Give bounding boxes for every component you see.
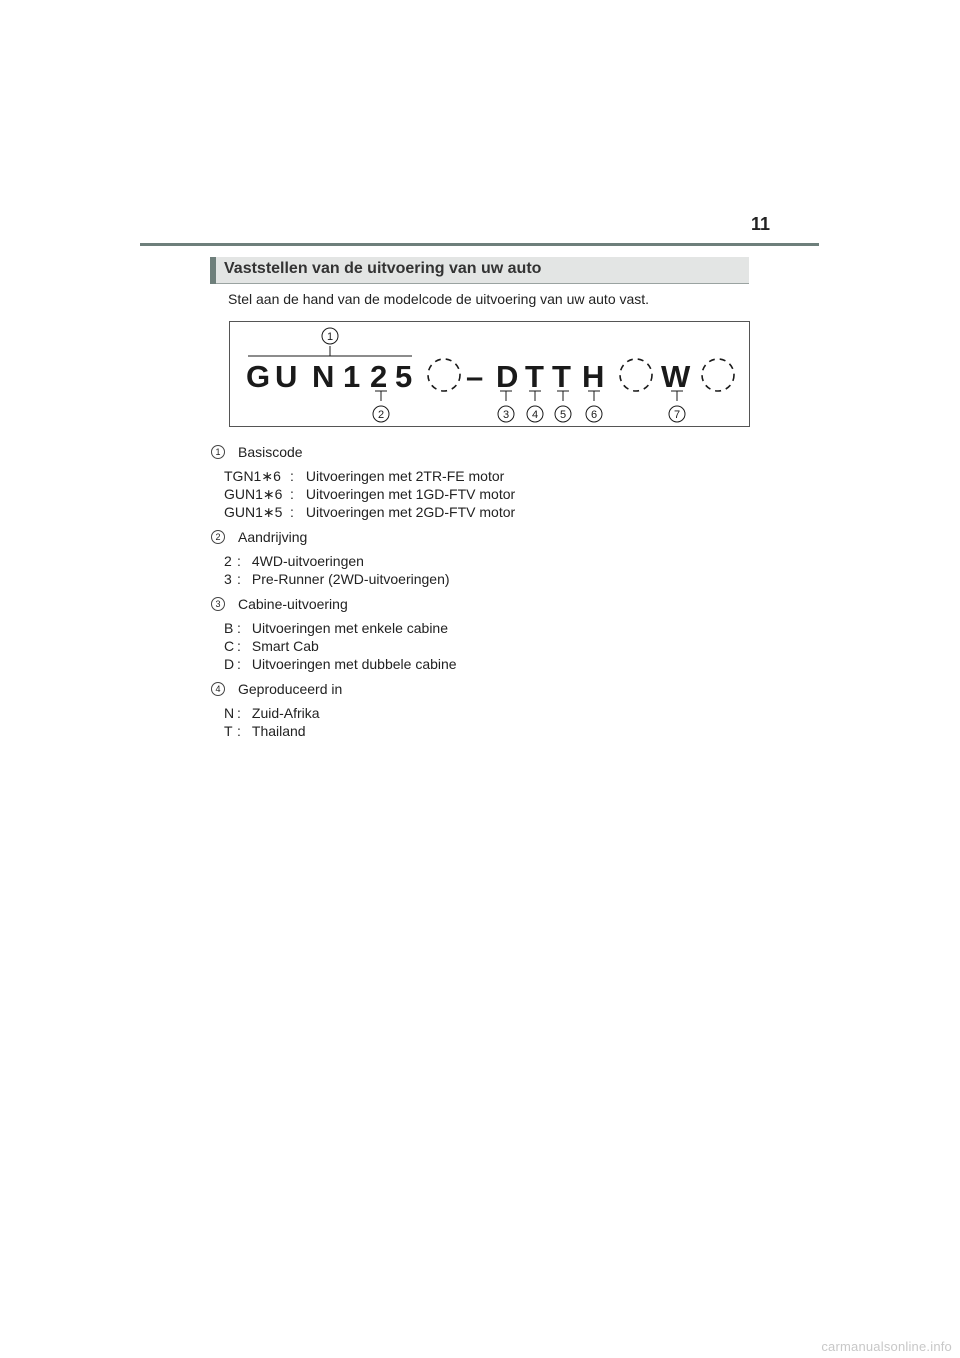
model-code-diagram [229, 321, 750, 427]
entry-key: B [224, 620, 234, 636]
section-header [210, 257, 749, 284]
code-char-t1: T [525, 359, 544, 394]
placeholder-circle [620, 359, 652, 391]
entry-key: C [224, 638, 235, 654]
entry-key: 3 [224, 571, 232, 587]
group-title: Geproduceerd in [238, 681, 343, 697]
list-item: C : Smart Cab [224, 638, 319, 654]
number-badge: 1 [211, 445, 225, 459]
diagram-label-2: 2 [377, 409, 385, 421]
code-char-u: U [275, 359, 298, 394]
entry-text: Thailand [251, 723, 306, 739]
placeholder-circle [428, 359, 460, 391]
entry-key: GUN1∗5 [224, 504, 283, 520]
code-char-n: N [312, 359, 335, 394]
diagram-label-7: 7 [673, 409, 681, 421]
group-cabine [211, 595, 751, 673]
diagram-label-3: 3 [502, 409, 510, 421]
entry-text: Uitvoeringen met dubbele cabine [251, 656, 457, 672]
entry-key: TGN1∗6 [224, 468, 281, 484]
diagram-label-6: 6 [590, 409, 598, 421]
group-title: Basiscode [238, 444, 303, 460]
code-char-w: W [661, 359, 691, 394]
list-item: TGN1∗6 : Uitvoeringen met 2TR-FE motor [224, 468, 505, 484]
list-item: B : Uitvoeringen met enkele cabine [224, 620, 449, 636]
entry-text: 4WD-uitvoeringen [251, 553, 364, 569]
group-title: Cabine-uitvoering [238, 596, 348, 612]
entry-key: GUN1∗6 [224, 486, 283, 502]
diagram-label-4: 4 [531, 409, 539, 421]
number-badge: 4 [211, 682, 225, 696]
list-item: D : Uitvoeringen met dubbele cabine [224, 656, 457, 672]
entry-key: N [224, 705, 235, 721]
header-rule [140, 243, 819, 246]
section-header-bar [210, 257, 216, 284]
code-char-t2: T [552, 359, 571, 394]
code-explanation-list [211, 443, 751, 747]
code-char-h: H [582, 359, 605, 394]
list-item: 2 : 4WD-uitvoeringen [224, 553, 364, 569]
group-basiscode [211, 443, 751, 521]
entry-text: Uitvoeringen met 2TR-FE motor [305, 468, 505, 484]
list-item: 3 : Pre-Runner (2WD-uitvoeringen) [224, 571, 450, 587]
entry-text: Uitvoeringen met 2GD-FTV motor [305, 504, 516, 520]
list-item: GUN1∗5 : Uitvoeringen met 2GD-FTV motor [224, 504, 516, 520]
list-item: T : Thailand [224, 723, 306, 739]
entry-key: D [224, 656, 235, 672]
number-badge: 2 [211, 530, 225, 544]
entry-text: Zuid-Afrika [251, 705, 320, 721]
code-char-5: 5 [395, 359, 413, 394]
code-char-1: 1 [343, 359, 361, 394]
entry-text: Uitvoeringen met 1GD-FTV motor [305, 486, 516, 502]
code-char-d: D [496, 359, 519, 394]
code-char-2: 2 [370, 359, 388, 394]
entry-text: Pre-Runner (2WD-uitvoeringen) [251, 571, 450, 587]
code-char-g: G [246, 359, 271, 394]
placeholder-circle [702, 359, 734, 391]
page-number: 11 [750, 214, 770, 234]
list-item: GUN1∗6 : Uitvoeringen met 1GD-FTV motor [224, 486, 516, 502]
entry-text: Uitvoeringen met enkele cabine [251, 620, 449, 636]
section-title: Vaststellen van de uitvoering van uw auto [224, 260, 542, 277]
list-item: N : Zuid-Afrika [224, 705, 320, 721]
group-title: Aandrijving [238, 529, 308, 545]
entry-key: 2 [224, 553, 232, 569]
group-aandrijving [211, 528, 751, 588]
entry-text: Smart Cab [251, 638, 319, 654]
group-geproduceerd [211, 680, 751, 740]
diagram-label-5: 5 [559, 409, 567, 421]
intro-text: Stel aan de hand van de modelcode de uitvoering van uw auto vast. [228, 291, 650, 307]
number-badge: 3 [211, 597, 225, 611]
entry-key: T [224, 723, 233, 739]
watermark: carmanualsonline.info [821, 1339, 952, 1354]
diagram-label-1: 1 [326, 331, 334, 343]
code-char-dash: – [466, 359, 484, 394]
